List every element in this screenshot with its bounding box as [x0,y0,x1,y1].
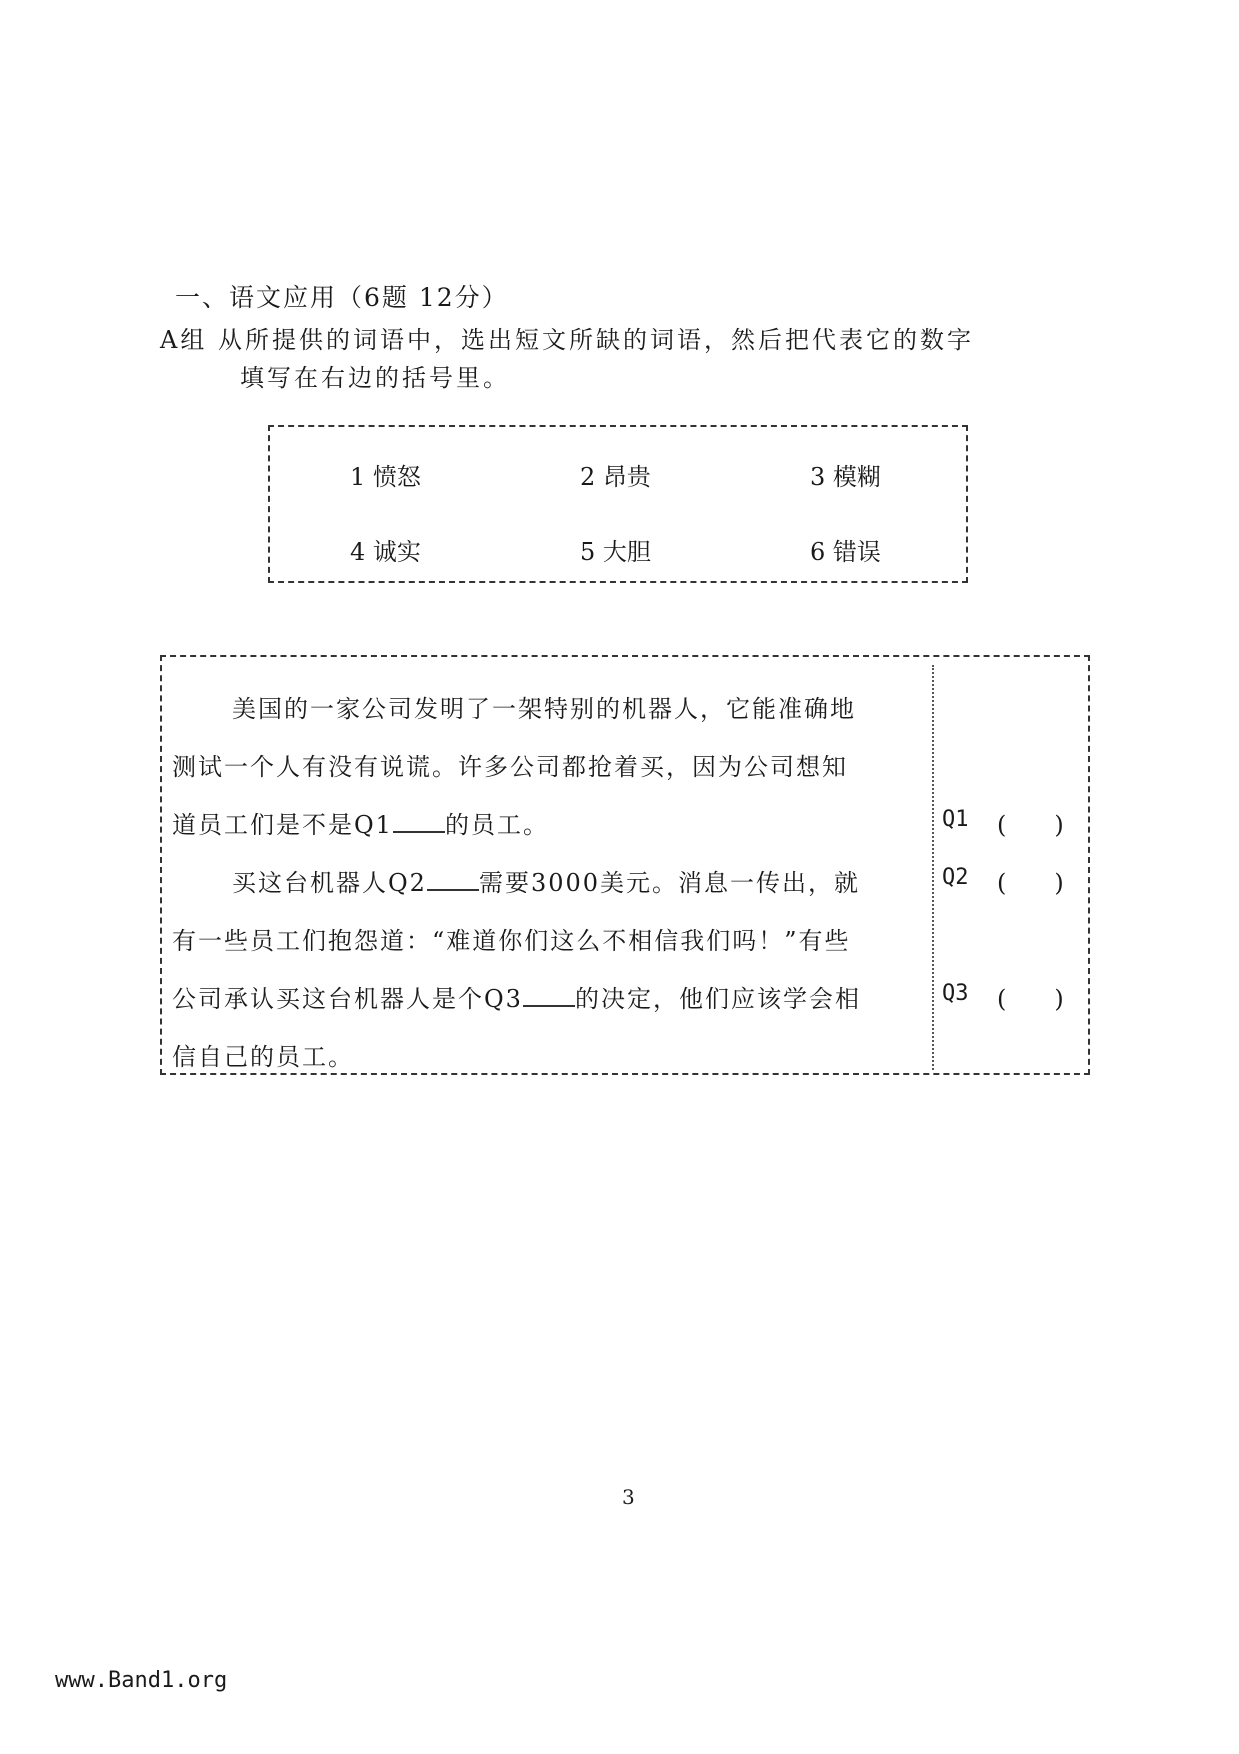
instruction-line-1: A组 从所提供的词语中，选出短文所缺的词语，然后把代表它的数字 [160,326,974,354]
question-label-q1: Q1 [942,807,969,832]
answer-paren-q2[interactable]: ( ) [997,869,1064,897]
passage-line: 有一些员工们抱怨道：“难道你们这么不相信我们吗！”有些 [172,927,851,955]
word-bank-item: 4 诚实 [350,538,421,566]
word-bank-item: 5 大胆 [580,538,651,566]
instruction-line-2: 填写在右边的括号里。 [240,364,510,392]
passage-line: 道员工们是不是Q1 的员工。 [172,811,549,839]
passage-line: 信自己的员工。 [172,1043,354,1071]
word-bank [268,425,968,583]
answer-blank [523,985,575,1007]
answer-blank [427,869,479,891]
passage-line: 美国的一家公司发明了一架特别的机器人，它能准确地 [232,695,856,723]
word-bank-item: 6 错误 [810,538,881,566]
word-bank-item: 2 昂贵 [580,463,651,491]
passage-line: 买这台机器人Q2 需要3000美元。消息一传出，就 [232,869,861,897]
word-bank-item: 1 愤怒 [350,463,421,491]
page-number: 3 [622,1485,635,1509]
answer-blank [393,811,445,833]
passage-line: 公司承认买这台机器人是个Q3 的决定，他们应该学会相 [172,985,861,1013]
question-label-q3: Q3 [942,981,969,1006]
answer-column-divider [932,665,934,1070]
question-label-q2: Q2 [942,865,969,890]
footer-url: www.Band1.org [55,1668,228,1693]
answer-paren-q1[interactable]: ( ) [997,811,1064,839]
passage-line: 测试一个人有没有说谎。许多公司都抢着买，因为公司想知 [172,753,848,781]
word-bank-item: 3 模糊 [810,463,881,491]
section-heading: 一、语文应用（6题 12分） [175,283,509,312]
passage-box [160,655,1090,1075]
answer-paren-q3[interactable]: ( ) [997,985,1064,1013]
